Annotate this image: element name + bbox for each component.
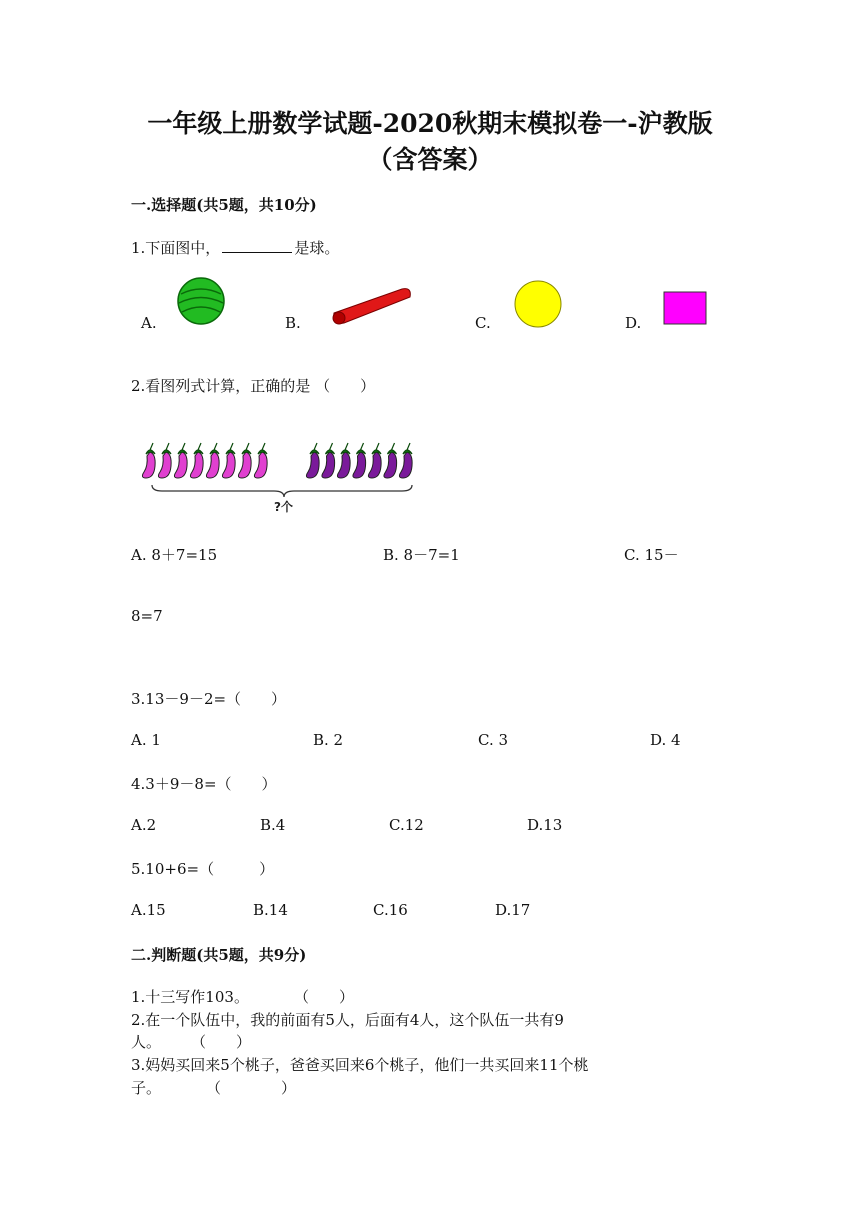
q1-option-d-label: D. — [625, 314, 642, 332]
question-1-text-pre: 1.下面图中， — [131, 239, 221, 257]
eggplant-icon — [353, 443, 366, 478]
eggplant-icon — [306, 443, 319, 478]
q3-option-d: D. 4 — [650, 731, 681, 749]
q1-option-b-label: B. — [285, 314, 301, 332]
eggplant-figure — [138, 438, 428, 518]
q5-option-c: C.16 — [373, 901, 408, 919]
q5-option-a: A.15 — [131, 901, 166, 919]
yellow-circle-image — [513, 279, 563, 329]
eggplant-icon — [142, 443, 155, 478]
judgment-item-3: 3.妈妈买回来5个桃子，爸爸买回来6个桃子，他们一共买回来11个桃 — [131, 1056, 589, 1074]
q1-option-a-label: A. — [141, 314, 157, 332]
q4-option-b: B.4 — [260, 816, 286, 834]
q2-option-c: C. 15－ — [624, 546, 679, 564]
section-heading-choice: 一.选择题(共5题，共10分) — [131, 196, 317, 214]
eggplant-icon — [322, 443, 335, 478]
eggplant-icon — [384, 443, 397, 478]
q2-option-c-cont: 8=7 — [131, 607, 163, 625]
section-heading-judgment: 二.判断题(共5题，共9分) — [131, 946, 307, 964]
judgment-item-2-cont: 人。 （ ） — [131, 1033, 252, 1051]
q1-option-c-label: C. — [475, 314, 491, 332]
judgment-item-2: 2.在一个队伍中，我的前面有5人，后面有4人，这个队伍一共有9 — [131, 1011, 564, 1029]
question-1 — [131, 237, 339, 258]
eggplant-icon — [337, 443, 350, 478]
question-5: 5.10+6=（ ） — [131, 860, 275, 878]
q4-option-a: A.2 — [131, 816, 157, 834]
eggplant-icon — [222, 443, 235, 478]
magenta-square-image — [663, 291, 708, 326]
eggplant-icon — [254, 443, 267, 478]
green-ball-image — [175, 276, 227, 326]
eggplant-icon — [174, 443, 187, 478]
q3-option-c: C. 3 — [478, 731, 509, 749]
q4-option-c: C.12 — [389, 816, 424, 834]
eggplant-icon — [238, 443, 251, 478]
eggplant-icon — [206, 443, 219, 478]
figure-label: ?个 — [274, 500, 293, 514]
answer-blank — [222, 238, 292, 253]
q5-option-d: D.17 — [495, 901, 531, 919]
question-1-text-post: 是球。 — [294, 239, 340, 257]
question-3: 3.13－9－2=（ ） — [131, 690, 287, 708]
q5-option-b: B.14 — [253, 901, 288, 919]
page-title: 一年级上册数学试题-2020秋期末模拟卷一-沪教版 — [147, 109, 713, 138]
judgment-item-3-cont: 子。 （ ） — [131, 1079, 297, 1097]
eggplant-icon — [190, 443, 203, 478]
q4-option-d: D.13 — [527, 816, 563, 834]
question-4: 4.3＋9－8=（ ） — [131, 775, 277, 793]
q3-option-b: B. 2 — [313, 731, 344, 749]
q2-option-b: B. 8－7=1 — [383, 546, 460, 564]
q3-option-a: A. 1 — [131, 731, 161, 749]
q2-option-a: A. 8＋7=15 — [131, 546, 218, 564]
eggplant-icon — [368, 443, 381, 478]
eggplant-icon — [158, 443, 171, 478]
page-subtitle: （含答案） — [367, 145, 493, 174]
judgment-item-1: 1.十三写作103。 （ ） — [131, 988, 354, 1006]
red-cylinder-image — [326, 283, 414, 327]
question-2: 2.看图列式计算，正确的是 （ ） — [131, 377, 376, 395]
eggplant-icon — [399, 443, 412, 478]
